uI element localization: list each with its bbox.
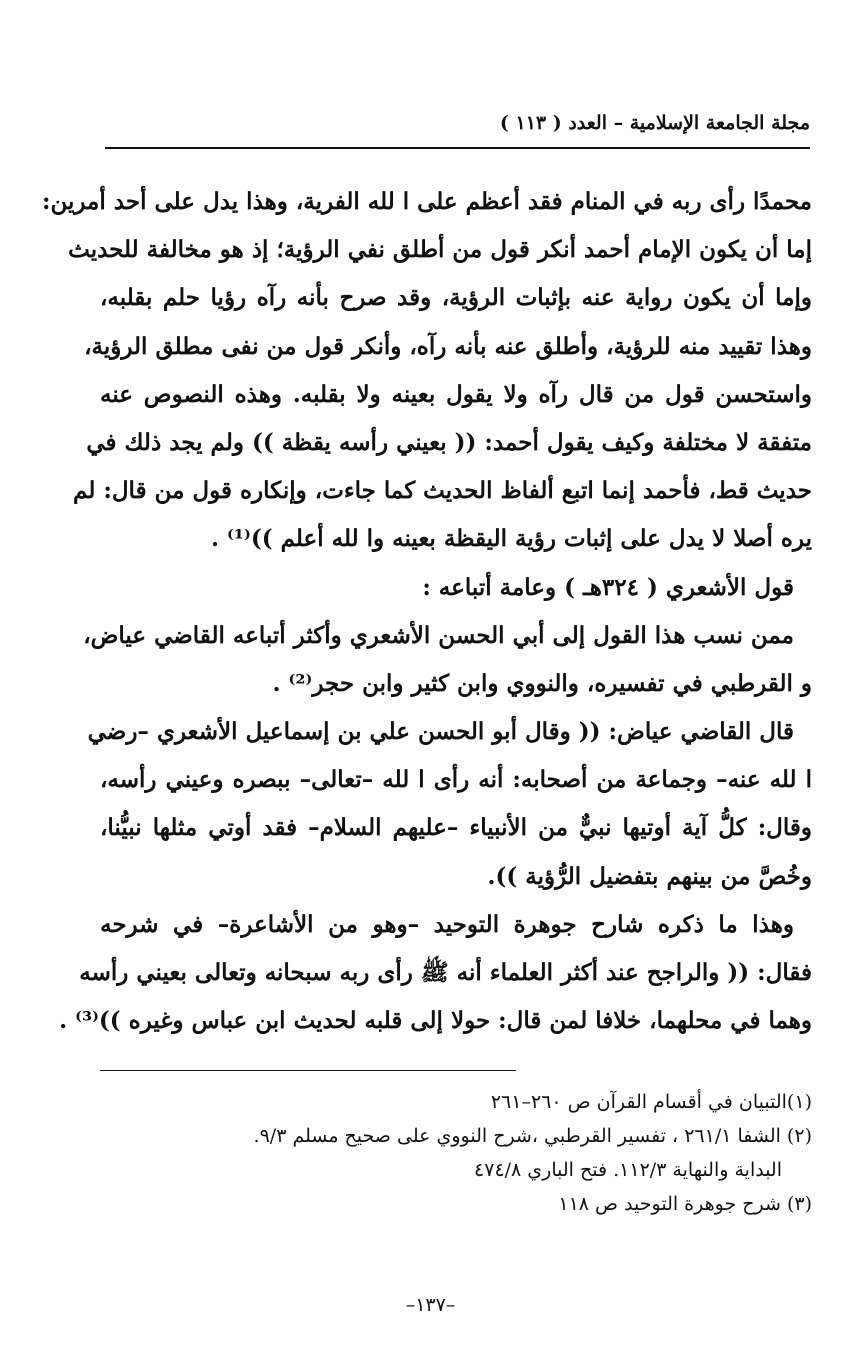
text-line: متفقة لا مختلفة وكيف يقول أحمد: (( بعيني رأسه يقظة )) ولم يجد ذلك في (86, 428, 812, 456)
footnote-divider (100, 1070, 516, 1071)
text-line: وخُصَّ من بينهم بتفضيل الرُّؤية )). (487, 862, 812, 890)
text-line: وهذا ما ذكره شارح جوهرة التوحيد –وهو من الأشاعرة– في شرحه (100, 910, 794, 938)
footnote-continuation: البداية والنهاية ١١٢/٣. فتح الباري ٤٧٤/٨ (474, 1159, 782, 1181)
text-line: فقال: (( والراجح عند أكثر العلماء أنه ﷺ رأى ربه سبحانه وتعالى بعيني رأسه (79, 959, 812, 986)
footnote: (١)التبيان في أقسام القرآن ص ٢٦٠–٢٦١ (490, 1091, 812, 1113)
text-line: وهما في محلهما، خلافا لمن قال: حولا إلى قلبه لحديث ابن عباس وغيره ))⁽³⁾ . (59, 1007, 812, 1035)
running-header: مجلة الجامعة الإسلامية – العدد ( ١١٣ ) (499, 112, 810, 134)
text-line: واستحسن قول من قال رآه ولا يقول بعينه ولا بقلبه. وهذه النصوص عنه (100, 380, 812, 408)
text-line: يره أصلا لا يدل على إثبات رؤية اليقظة بعينه وا لله أعلم ))⁽¹⁾ . (211, 525, 812, 553)
footnote: (٢) الشفا ٢٦١/١ ، تفسير القرطبي ،شرح النووي على صحيح مسلم ٩/٣. (253, 1125, 812, 1147)
text-line: وهذا تقييد منه للرؤية، وأطلق عنه بأنه رآه، وأنكر قول من نفى مطلق الرؤية، (84, 332, 812, 360)
main-text (41, 178, 812, 1045)
text-line: وإما أن يكون رواية عنه بإثبات الرؤية، وقد صرح بأنه رآه رؤيا حلم بقلبه، (100, 284, 812, 312)
text-line: ا لله عنه– وجماعة من أصحابه: أنه رأى ا لله –تعالى– ببصره وعيني رأسه، (100, 766, 812, 794)
page-number: –١٣٧– (405, 1294, 456, 1316)
footnotes (100, 1085, 812, 1221)
footnote: (٣) شرح جوهرة التوحيد ص ١١٨ (558, 1193, 812, 1215)
header-divider (105, 147, 810, 149)
text-line: ممن نسب هذا القول إلى أبي الحسن الأشعري وأكثر أتباعه القاضي عياض، (83, 621, 794, 649)
text-line: محمدًا رأى ربه في المنام فقد أعظم على ا لله الفرية، وهذا يدل على أحد أمرين: (41, 188, 812, 215)
text-line: حديث قط، فأحمد إنما اتبع ألفاظ الحديث كما جاءت، وإنكاره قول من قال: لم (73, 477, 812, 505)
text-line: قال القاضي عياض: (( وقال أبو الحسن علي بن إسماعيل الأشعري –رضي (87, 718, 794, 746)
text-line: و القرطبي في تفسيره، والنووي وابن كثير وابن حجر⁽²⁾ . (272, 669, 812, 697)
text-line: إما أن يكون الإمام أحمد أنكر قول من أطلق نفي الرؤية؛ إذ هو مخالفة للحديث (68, 236, 812, 264)
text-line: وقال: كلُّ آية أوتيها نبيٌّ من الأنبياء –عليهم السلام– فقد أوتي مثلها نبيُّنا، (100, 814, 812, 842)
section-heading: قول الأشعري ( ٣٢٤هـ ) وعامة أتباعه : (422, 573, 794, 601)
